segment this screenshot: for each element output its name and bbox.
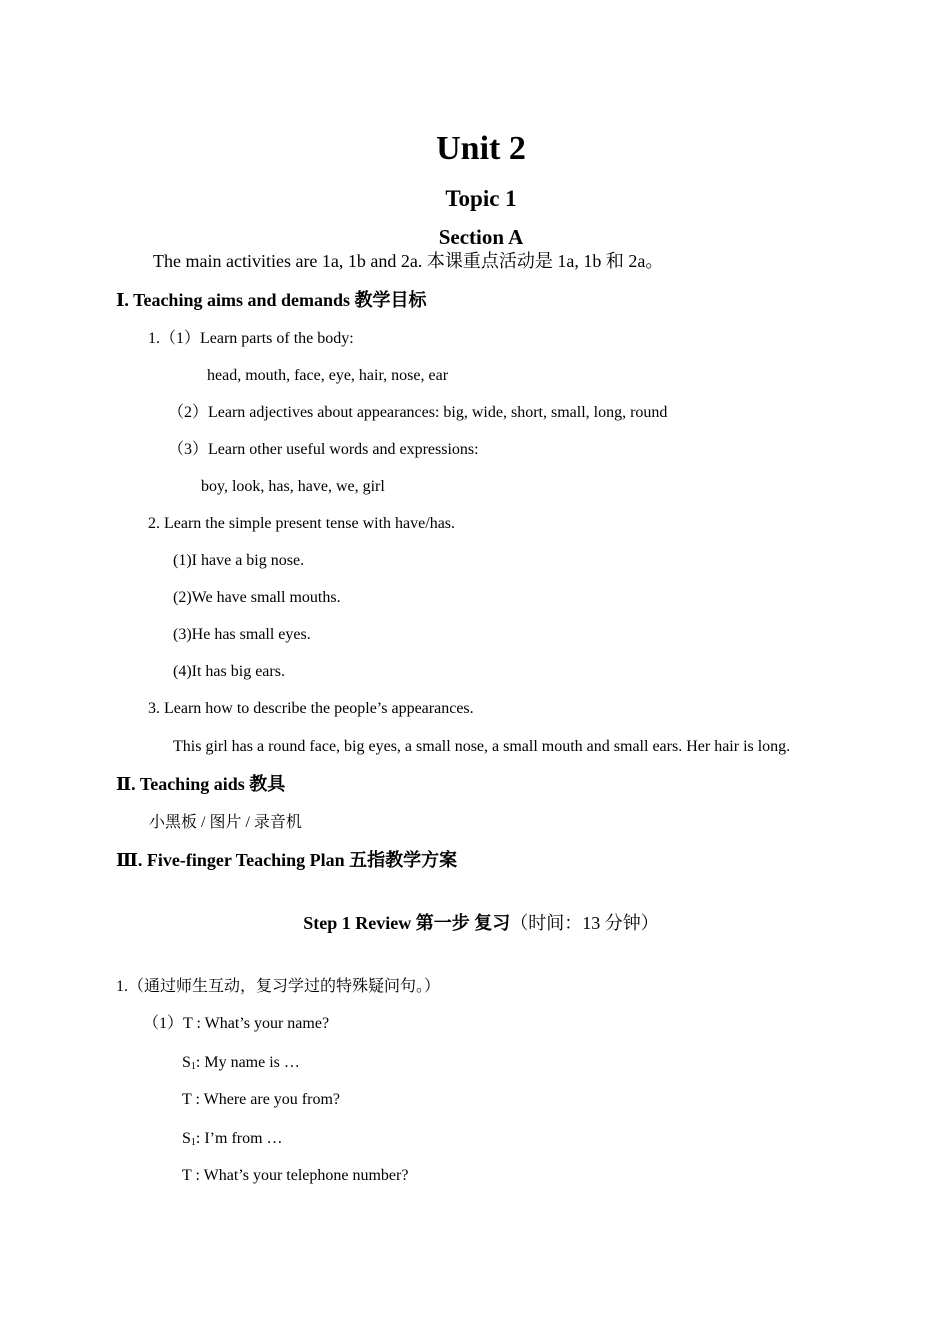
aim-item-3: 3. Learn how to describe the people’s appearances.	[148, 700, 474, 717]
example-sentence-1: (1)I have a big nose.	[173, 552, 305, 569]
example-sentence-4: (4)It has big ears.	[173, 663, 285, 680]
step-1-title-main: Step 1 Review 第一步 复习	[303, 913, 511, 933]
aim-item-1-2: （2）Learn adjectives about appearances: big, wide, short, small, long, round	[168, 404, 668, 421]
section-heading-aids: Ⅱ. Teaching aids 教具	[116, 774, 286, 794]
aim-item-3-example: This girl has a round face, big eyes, a small nose, a small mouth and small ears. Her hair is long.	[173, 738, 791, 755]
aim-item-1-3-words: boy, look, has, have, we, girl	[201, 478, 385, 495]
student-label: S	[182, 1054, 191, 1071]
intro-paragraph: The main activities are 1a, 1b and 2a. 本课重点活动是 1a, 1b 和 2a。	[153, 251, 664, 271]
student-answer-1: : My name is …	[195, 1054, 300, 1071]
step-1-title-time: （时间：13 分钟）	[510, 913, 659, 933]
section-title: Section A	[438, 225, 524, 249]
dialogue-student-line-1	[182, 1053, 300, 1073]
student-answer-2: : I’m from …	[195, 1130, 283, 1147]
dialogue-teacher-line-2: T : Where are you from?	[182, 1091, 341, 1108]
step-1-title	[0, 912, 950, 934]
student-number: 1	[190, 1061, 196, 1072]
aim-item-1-1-words: head, mouth, face, eye, hair, nose, ear	[207, 367, 449, 384]
section-heading-plan: Ⅲ. Five-finger Teaching Plan 五指教学方案	[116, 850, 458, 870]
dialogue-student-line-2	[182, 1129, 283, 1149]
unit-title: Unit 2	[436, 130, 526, 167]
dialogue-teacher-line-1: （1）T : What’s your name?	[143, 1015, 330, 1032]
step-1-item-1: 1.（通过师生互动，复习学过的特殊疑问句。）	[116, 978, 441, 995]
section-heading-aims: Ⅰ. Teaching aims and demands 教学目标	[116, 290, 427, 310]
aim-item-1-3: （3）Learn other useful words and expressions:	[168, 441, 479, 458]
teaching-aids-list: 小黑板 / 图片 / 录音机	[149, 814, 302, 831]
example-sentence-2: (2)We have small mouths.	[173, 589, 341, 606]
student-label: S	[182, 1130, 191, 1147]
aim-item-1-1: 1.（1）Learn parts of the body:	[148, 330, 354, 347]
example-sentence-3: (3)He has small eyes.	[173, 626, 311, 643]
topic-title: Topic 1	[445, 186, 517, 211]
aim-item-2: 2. Learn the simple present tense with have/has.	[148, 515, 456, 532]
dialogue-teacher-line-3: T : What’s your telephone number?	[182, 1167, 409, 1184]
student-number: 1	[190, 1137, 196, 1148]
